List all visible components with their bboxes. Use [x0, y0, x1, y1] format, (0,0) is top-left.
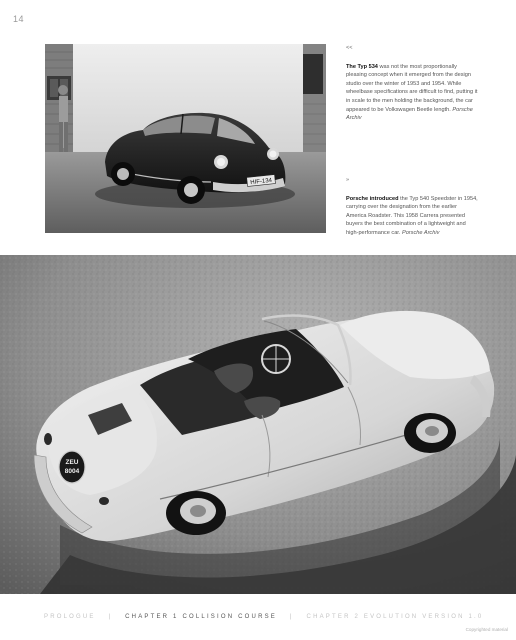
page-footer [0, 594, 516, 640]
caption-marker-top: << [346, 45, 353, 51]
caption-lead: Porsche introduced [346, 195, 399, 202]
nav-prologue: PROLOGUE [44, 614, 96, 620]
caption-credit: Porsche Archiv [346, 106, 473, 122]
nav-separator: | [289, 614, 294, 620]
nav-chapter-2: CHAPTER 2 EVOLUTION VERSION 1.0 [306, 614, 484, 620]
top-license-plate-text: HIF-134 [250, 177, 273, 187]
nav-chapter-1: CHAPTER 1 COLLISION COURSE [125, 614, 278, 620]
nav-separator: | [108, 614, 113, 620]
caption-body: the Typ 540 Speedster in 1954, carrying over the designation from the earlier America Roadster. This 1958 Carrera presented buyers the best combination of a lightweight and high-performance car. [346, 195, 478, 236]
photo-typ-534 [45, 44, 326, 233]
caption-body: was not the most proportionally pleasing concept when it emerged from the design studio over the winter of 1953 and 1954. While wheelbase specifications are difficult to find, putting it in scale to the men holding the background, the car appeared to be Volkswagen Beetle length. [346, 63, 478, 113]
caption-typ-534 [346, 44, 478, 123]
caption-lead: The Typ 534 [346, 63, 378, 70]
copyright-notice: Copyrighted material [465, 627, 508, 632]
big-license-plate-line1: ZEU [65, 459, 79, 466]
photo-carrera-speedster [0, 255, 516, 594]
page-number: 14 [13, 14, 25, 24]
big-license-plate-line2: 8004 [64, 468, 80, 475]
chapter-navigation [44, 614, 483, 620]
caption-marker-bottom: » [346, 177, 350, 183]
caption-credit: Porsche Archiv [401, 229, 440, 236]
caption-speedster [346, 176, 478, 238]
